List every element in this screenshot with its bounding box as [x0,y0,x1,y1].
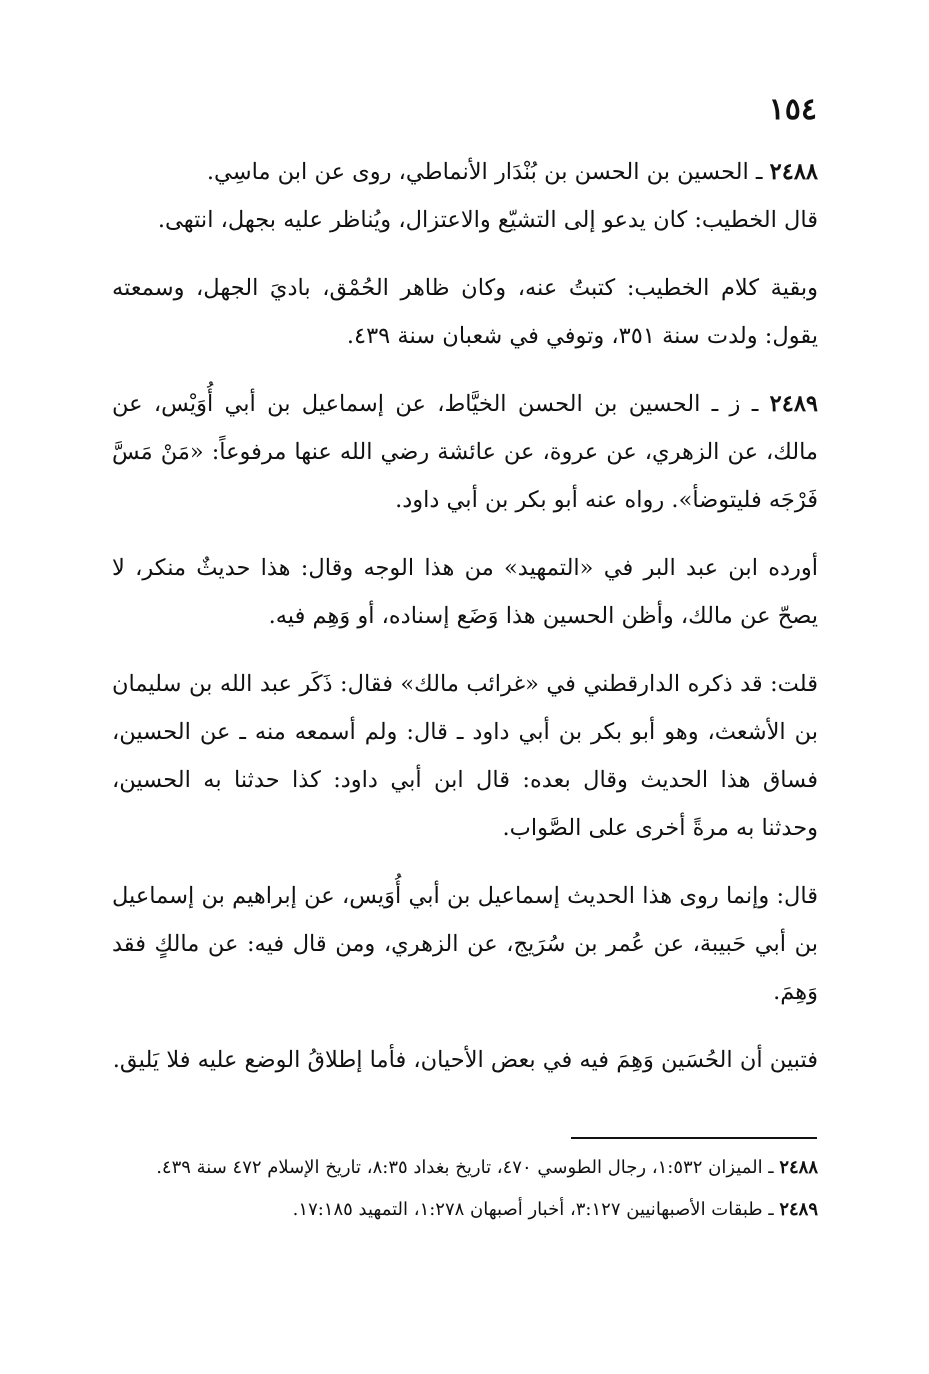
paragraph [112,544,818,640]
entry-2489-paragraph [112,380,818,524]
paragraph [112,264,818,360]
paragraph-text: قال: وإنما روى هذا الحديث إسماعيل بن أبي أُوَيس، عن إبراهيم بن إسماعيل بن أبي حَبيبة، عن عُمر بن سُرَيج، عن الزهري، ومن قال فيه: عن مالكٍ فقد وَهِمَ. [112,883,818,1005]
paragraph-text: فتبين أن الحُسَين وَهِمَ فيه في بعض الأحيان، فأما إطلاقُ الوضع عليه فلا يَليق. [112,1047,818,1073]
paragraph-text: قال الخطيب: كان يدعو إلى التشيّع والاعتزال، ويُناظر عليه بجهل، انتهى. [157,207,818,233]
paragraph-text: ـ الحسين بن الحسن بن بُنْدَار الأنماطي، روى عن ابن ماسِي. [206,159,763,185]
footnote-number: ٢٤٨٩ [779,1199,818,1220]
paragraph-text: قلت: قد ذكره الدارقطني في «غرائب مالك» فقال: ذَكَر عبد الله بن سليمان بن الأشعث، وهو أبو بكر بن أبي داود ـ قال: ولم أسمعه منه ـ عن الحسين، فساق هذا الحديث وقال بعده: قال ابن أبي داود: كذا حدثنا به الحسين، وحدثنا به مرةً أخرى على الصَّواب. [112,671,818,841]
page-number: ١٥٤ [768,92,817,127]
footnote-text: ـ طبقات الأصبهانيين ٣:١٢٧، أخبار أصبهان ١:٢٧٨، التمهيد ١٧:١٨٥. [292,1199,774,1220]
footnote-divider [571,1137,817,1139]
main-text [112,148,818,1104]
entry-number: ٢٤٨٨ [769,159,818,185]
footnotes [112,1150,818,1234]
paragraph [112,872,818,1016]
footnote [112,1192,818,1228]
footnote [112,1150,818,1186]
paragraph-text: وبقية كلام الخطيب: كتبتُ عنه، وكان ظاهر الحُمْق، باديَ الجهل، وسمعته يقول: ولدت سنة ٣٥١، وتوفي في شعبان سنة ٤٣٩. [112,275,818,349]
paragraph-text: ـ ز ـ الحسين بن الحسن الخيَّاط، عن إسماعيل بن أبي أُوَيْس، عن مالك، عن الزهري، عن عروة، عن عائشة رضي الله عنها مرفوعاً: «مَنْ مَسَّ فَرْجَه فليتوضأ». رواه عنه أبو بكر بن أبي داود. [112,391,818,513]
footnote-number: ٢٤٨٨ [779,1157,818,1178]
paragraph [112,1036,818,1084]
paragraph-text: أورده ابن عبد البر في «التمهيد» من هذا الوجه وقال: هذا حديثٌ منكر، لا يصحّ عن مالك، وأظن الحسين هذا وَضَع إسناده، أو وَهِم فيه. [112,555,818,629]
entry-number: ٢٤٨٩ [769,391,819,417]
entry-2488-paragraph [112,148,818,244]
paragraph [112,660,818,852]
footnote-text: ـ الميزان ١:٥٣٢، رجال الطوسي ٤٧٠، تاريخ بغداد ٨:٣٥، تاريخ الإسلام ٤٧٢ سنة ٤٣٩. [156,1157,774,1178]
